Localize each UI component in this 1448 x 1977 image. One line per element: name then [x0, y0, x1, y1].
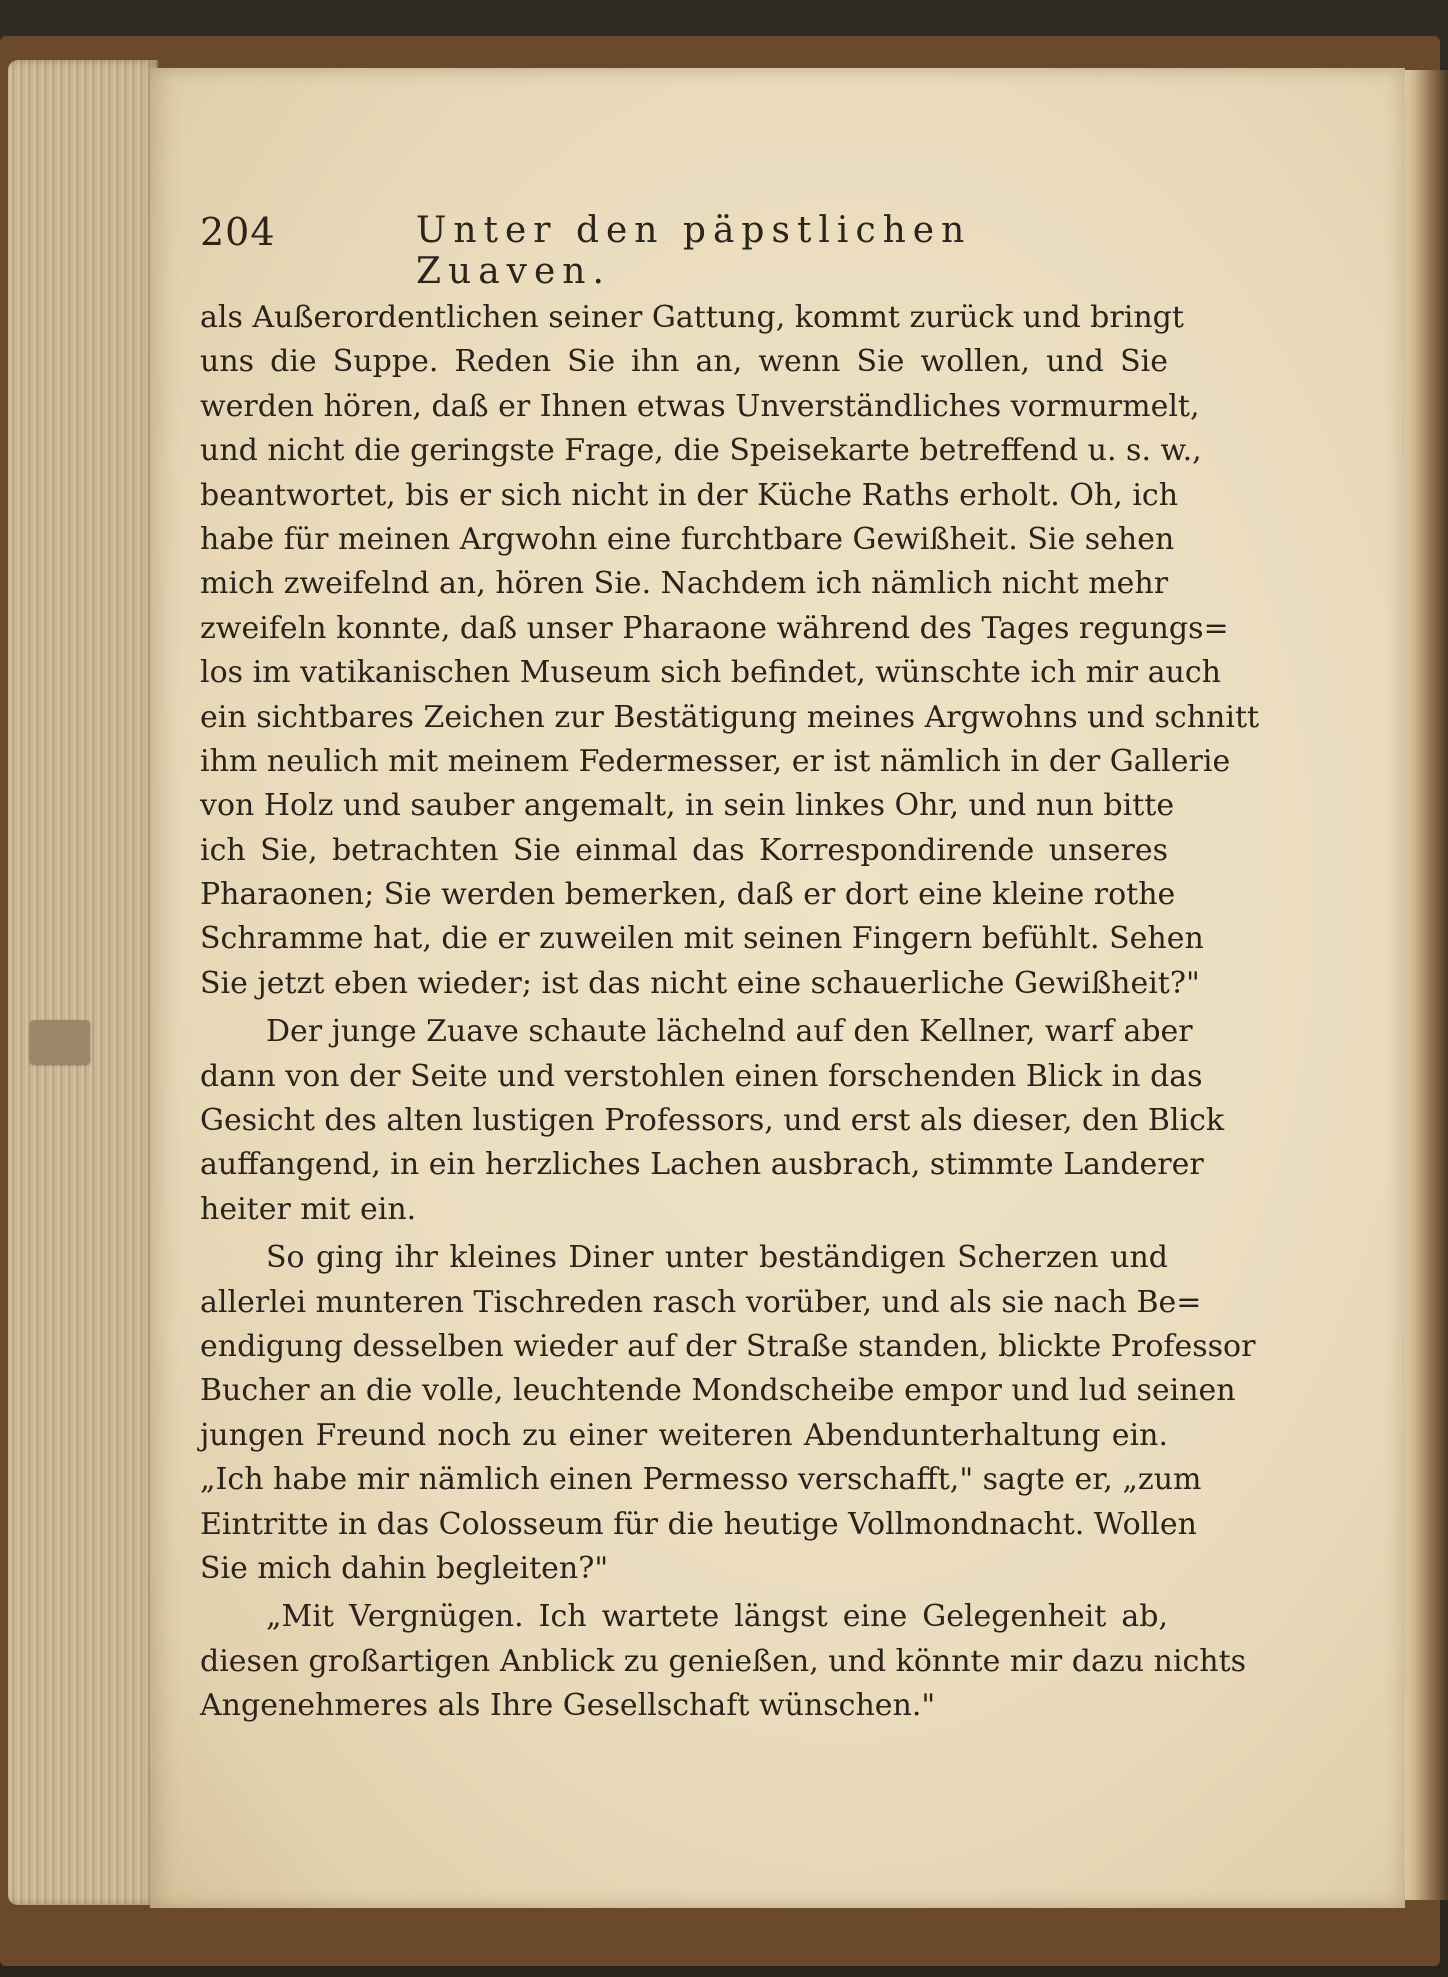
- body-text: [200, 296, 1260, 1729]
- paragraph: [200, 296, 1260, 1006]
- text-line: Sie mich dahin begleiten?": [200, 1550, 609, 1586]
- text-line: Der junge Zuave schaute lächelnd auf den Kellner, warf aber: [266, 1014, 1193, 1050]
- text-line: uns die Suppe. Reden Sie ihn an, wenn Sie wollen, und Sie: [200, 344, 1168, 380]
- text-line: ich Sie, betrachten Sie einmal das Korrespondirende unseres: [200, 832, 1168, 868]
- text-line: los im vatikanischen Museum sich befindet, wünschte ich mir auch: [200, 655, 1221, 691]
- text-line: Schramme hat, die er zuweilen mit seinen Fingern befühlt. Sehen: [200, 921, 1204, 957]
- text-line: So ging ihr kleines Diner unter beständigen Scherzen und: [266, 1240, 1168, 1276]
- page-header: [200, 210, 1110, 292]
- text-line: diesen großartigen Anblick zu genießen, und könnte mir dazu nichts: [200, 1643, 1247, 1679]
- text-line: beantwortet, bis er sich nicht in der Küche Raths erholt. Oh, ich: [200, 477, 1179, 513]
- page-edges-left: [8, 60, 158, 1905]
- text-line: ein sichtbares Zeichen zur Bestätigung meines Argwohns und schnitt: [200, 699, 1260, 735]
- text-line: ihm neulich mit meinem Federmesser, er ist nämlich in der Gallerie: [200, 743, 1231, 779]
- bookmark-clip: [30, 1020, 90, 1064]
- text-line: Gesicht des alten lustigen Professors, und erst als dieser, den Blick: [200, 1103, 1225, 1139]
- paragraph: [200, 1595, 1247, 1728]
- text-line: zweifeln konnte, daß unser Pharaone während des Tages regungs=: [200, 610, 1229, 646]
- text-line: endigung desselben wieder auf der Straße standen, blickte Professor: [200, 1328, 1256, 1364]
- text-line: Pharaonen; Sie werden bemerken, daß er dort eine kleine rothe: [200, 877, 1176, 913]
- text-line: als Außerordentlichen seiner Gattung, kommt zurück und bringt: [200, 300, 1184, 335]
- text-line: werden hören, daß er Ihnen etwas Unverständliches vormurmelt,: [200, 388, 1200, 424]
- text-line: „Ich habe mir nämlich einen Permesso verschafft," sagte er, „zum: [200, 1462, 1202, 1498]
- paragraph: [200, 1236, 1256, 1591]
- text-line: von Holz und sauber angemalt, in sein linkes Ohr, und nun bitte: [200, 788, 1175, 824]
- text-line: allerlei munteren Tischreden rasch vorüber, und als sie nach Be=: [200, 1284, 1202, 1320]
- text-line: Bucher an die volle, leuchtende Mondscheibe empor und lud seinen: [200, 1373, 1236, 1409]
- page-edges-right: [1400, 70, 1448, 1900]
- paragraph: [200, 1010, 1225, 1232]
- text-line: jungen Freund noch zu einer weiteren Abendunterhaltung ein.: [200, 1417, 1168, 1453]
- running-title: Unter den päpstlichen Zuaven.: [416, 210, 972, 292]
- text-line: habe für meinen Argwohn eine furchtbare Gewißheit. Sie sehen: [200, 521, 1175, 557]
- text-line: dann von der Seite und verstohlen einen forschenden Blick in das: [200, 1058, 1203, 1094]
- text-line: heiter mit ein.: [200, 1191, 417, 1227]
- text-line: „Mit Vergnügen. Ich wartete längst eine Gelegenheit ab,: [266, 1599, 1168, 1635]
- text-line: und nicht die geringste Frage, die Speisekarte betreffend u. s. w.,: [200, 433, 1202, 469]
- page-number: 204: [200, 210, 276, 254]
- text-line: mich zweifelnd an, hören Sie. Nachdem ich nämlich nicht mehr: [200, 566, 1169, 602]
- text-line: Sie jetzt eben wieder; ist das nicht eine schauerliche Gewißheit?": [200, 965, 1200, 1001]
- text-line: auffangend, in ein herzliches Lachen ausbrach, stimmte Landerer: [200, 1147, 1204, 1183]
- text-line: Eintritte in das Colosseum für die heutige Vollmondnacht. Wollen: [200, 1506, 1197, 1542]
- text-line: Angenehmeres als Ihre Gesellschaft wünschen.": [200, 1688, 936, 1724]
